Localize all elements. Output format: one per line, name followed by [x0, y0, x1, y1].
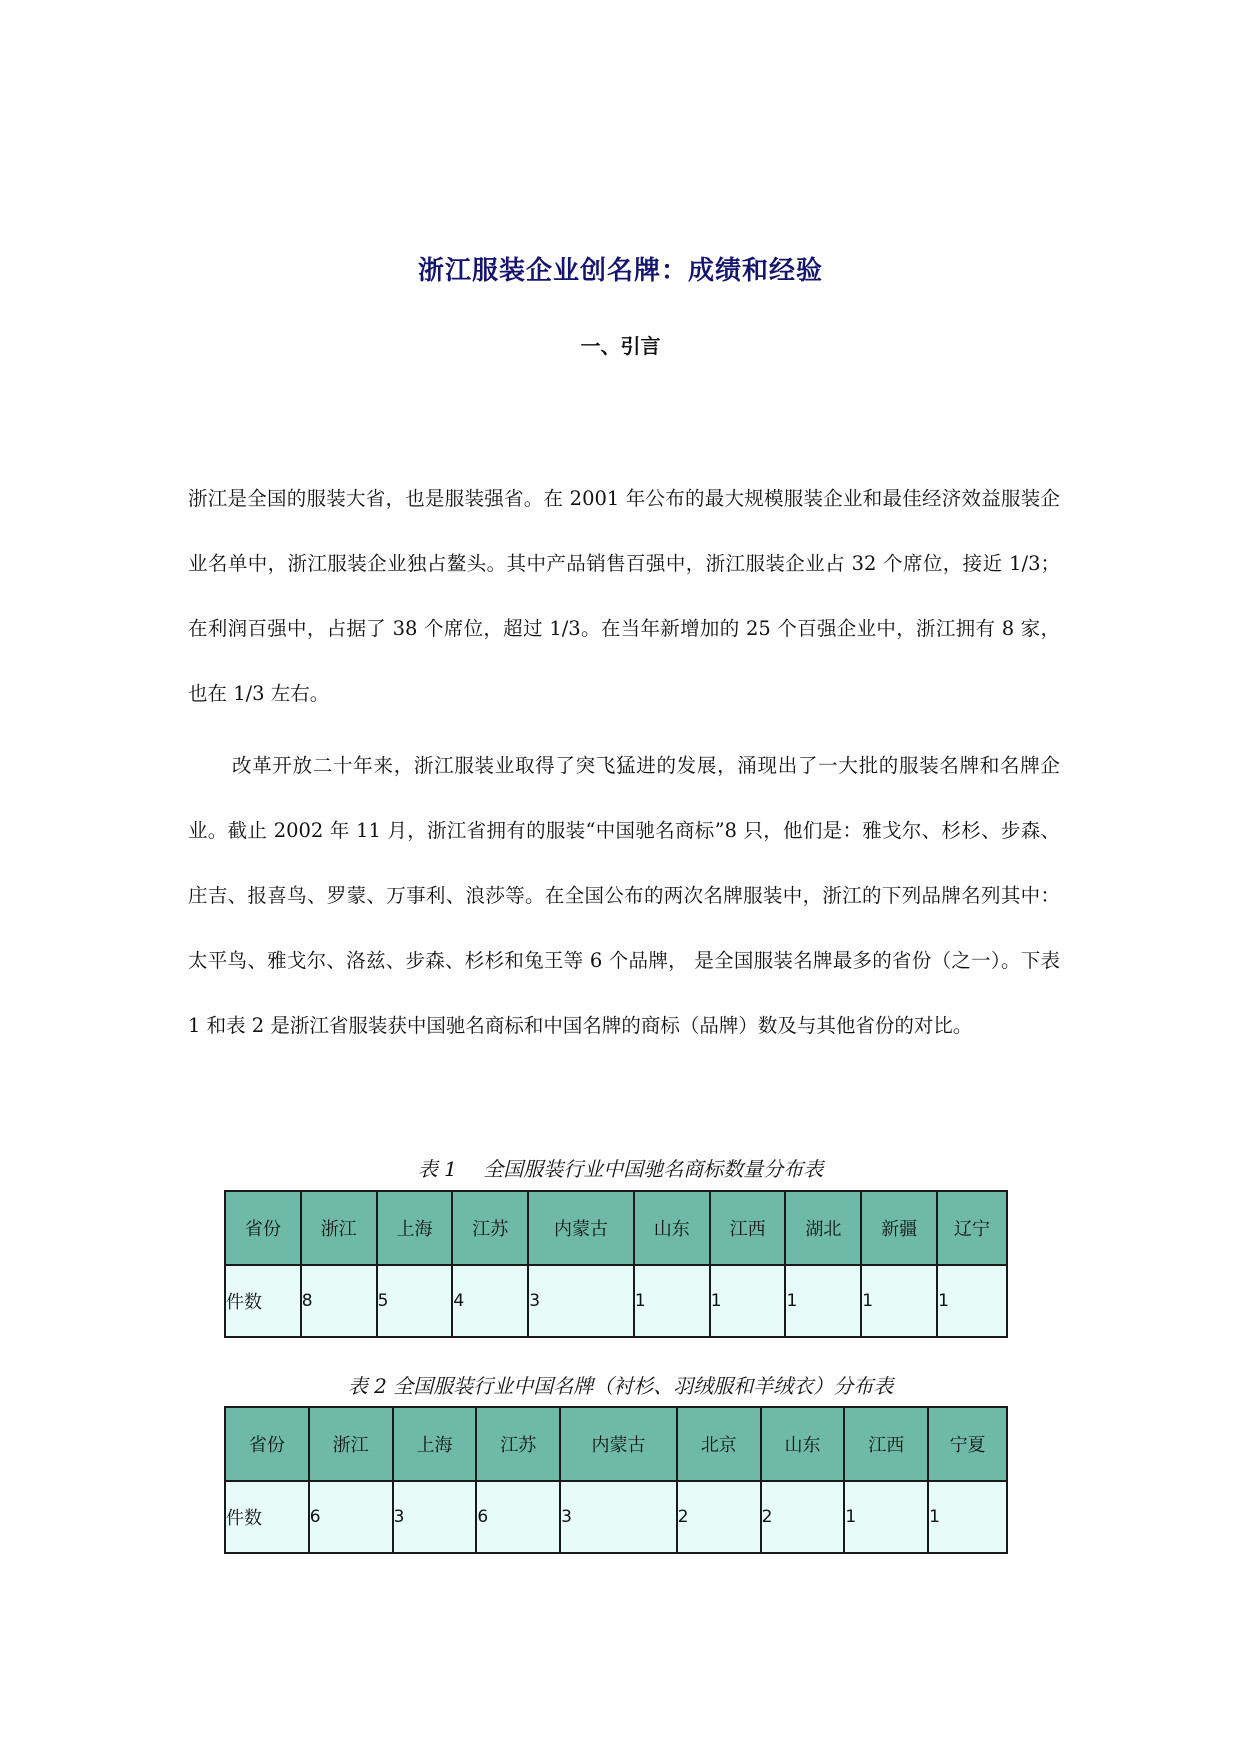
document-title: 浙江服装企业创名牌：成绩和经验 [417, 256, 823, 286]
table2-count: 1 [844, 1481, 928, 1553]
table2-header-label: 省份 [225, 1407, 309, 1481]
table1-province: 上海 [377, 1191, 453, 1265]
table1-province: 山东 [634, 1191, 710, 1265]
table1-count: 1 [710, 1265, 786, 1337]
table1-count: 5 [377, 1265, 453, 1337]
table2-province: 宁夏 [928, 1407, 1007, 1481]
table1-count: 1 [785, 1265, 861, 1337]
table2-count: 2 [761, 1481, 845, 1553]
table2-count: 3 [393, 1481, 477, 1553]
table2-province: 北京 [677, 1407, 761, 1481]
table2-brand-distribution [224, 1406, 1008, 1554]
table2-count: 2 [677, 1481, 761, 1553]
table1-province: 内蒙古 [528, 1191, 634, 1265]
table2-count: 1 [928, 1481, 1007, 1553]
table2-province: 山东 [761, 1407, 845, 1481]
table2-count: 6 [309, 1481, 393, 1553]
table1-header-label: 省份 [225, 1191, 301, 1265]
table1-province: 江苏 [452, 1191, 528, 1265]
table1-province: 江西 [710, 1191, 786, 1265]
table2-header-row [225, 1407, 1007, 1481]
table1-caption: 表 1 全国服装行业中国驰名商标数量分布表 [417, 1157, 824, 1181]
table1-count: 1 [634, 1265, 710, 1337]
table1-header-row [225, 1191, 1007, 1265]
section-heading: 一、引言 [580, 334, 661, 358]
table2-province: 内蒙古 [560, 1407, 677, 1481]
table1-trademark-distribution [224, 1190, 1008, 1338]
table1-count: 1 [861, 1265, 937, 1337]
table2-province: 浙江 [309, 1407, 393, 1481]
table1-province: 浙江 [301, 1191, 377, 1265]
table2-caption: 表 2 全国服装行业中国名牌（衬杉、羽绒服和羊绒衣）分布表 [347, 1374, 894, 1398]
table1-count: 8 [301, 1265, 377, 1337]
paragraph-brands: 改革开放二十年来，浙江服装业取得了突飞猛进的发展，涌现出了一大批的服装名牌和名牌企业。截止 2002 年 11 月，浙江省拥有的服装“中国驰名商标”8 只，他们是：雅戈尔、杉杉、步森、庄吉、报喜鸟、罗蒙、万事利、浪莎等。在全国公布的两次名牌服装中，浙江的下列品牌名列其中：太平鸟、雅戈尔、洛兹、步森、杉杉和兔王等 6 个品牌， 是全国服装名牌最多的省份（之一）。下表 1 和表 2 是浙江省服装获中国驰名商标和中国名牌的商标（品牌）数及与其他省份的对比。 [188, 754, 1060, 1037]
table1-count: 3 [528, 1265, 634, 1337]
paragraph-intro: 浙江是全国的服装大省，也是服装强省。在 2001 年公布的最大规模服装企业和最佳经济效益服装企业名单中，浙江服装企业独占鳌头。其中产品销售百强中，浙江服装企业占 32 个席位，接近 1/3；在利润百强中，占据了 38 个席位，超过 1/3。在当年新增加的 25 个百强企业中，浙江拥有 8 家，也在 1/3 左右。 [188, 487, 1060, 705]
table2-province: 江苏 [476, 1407, 560, 1481]
table1-province: 湖北 [785, 1191, 861, 1265]
table2-count-row [225, 1481, 1007, 1553]
table1-count: 1 [937, 1265, 1007, 1337]
table1-province: 新疆 [861, 1191, 937, 1265]
table1-count-label: 件数 [225, 1265, 301, 1337]
table2-count-label: 件数 [225, 1481, 309, 1553]
table2-province: 江西 [844, 1407, 928, 1481]
table1-count-row [225, 1265, 1007, 1337]
table1-count: 4 [452, 1265, 528, 1337]
table2-count: 3 [560, 1481, 677, 1553]
table2-province: 上海 [393, 1407, 477, 1481]
table2-count: 6 [476, 1481, 560, 1553]
table1-province: 辽宁 [937, 1191, 1007, 1265]
